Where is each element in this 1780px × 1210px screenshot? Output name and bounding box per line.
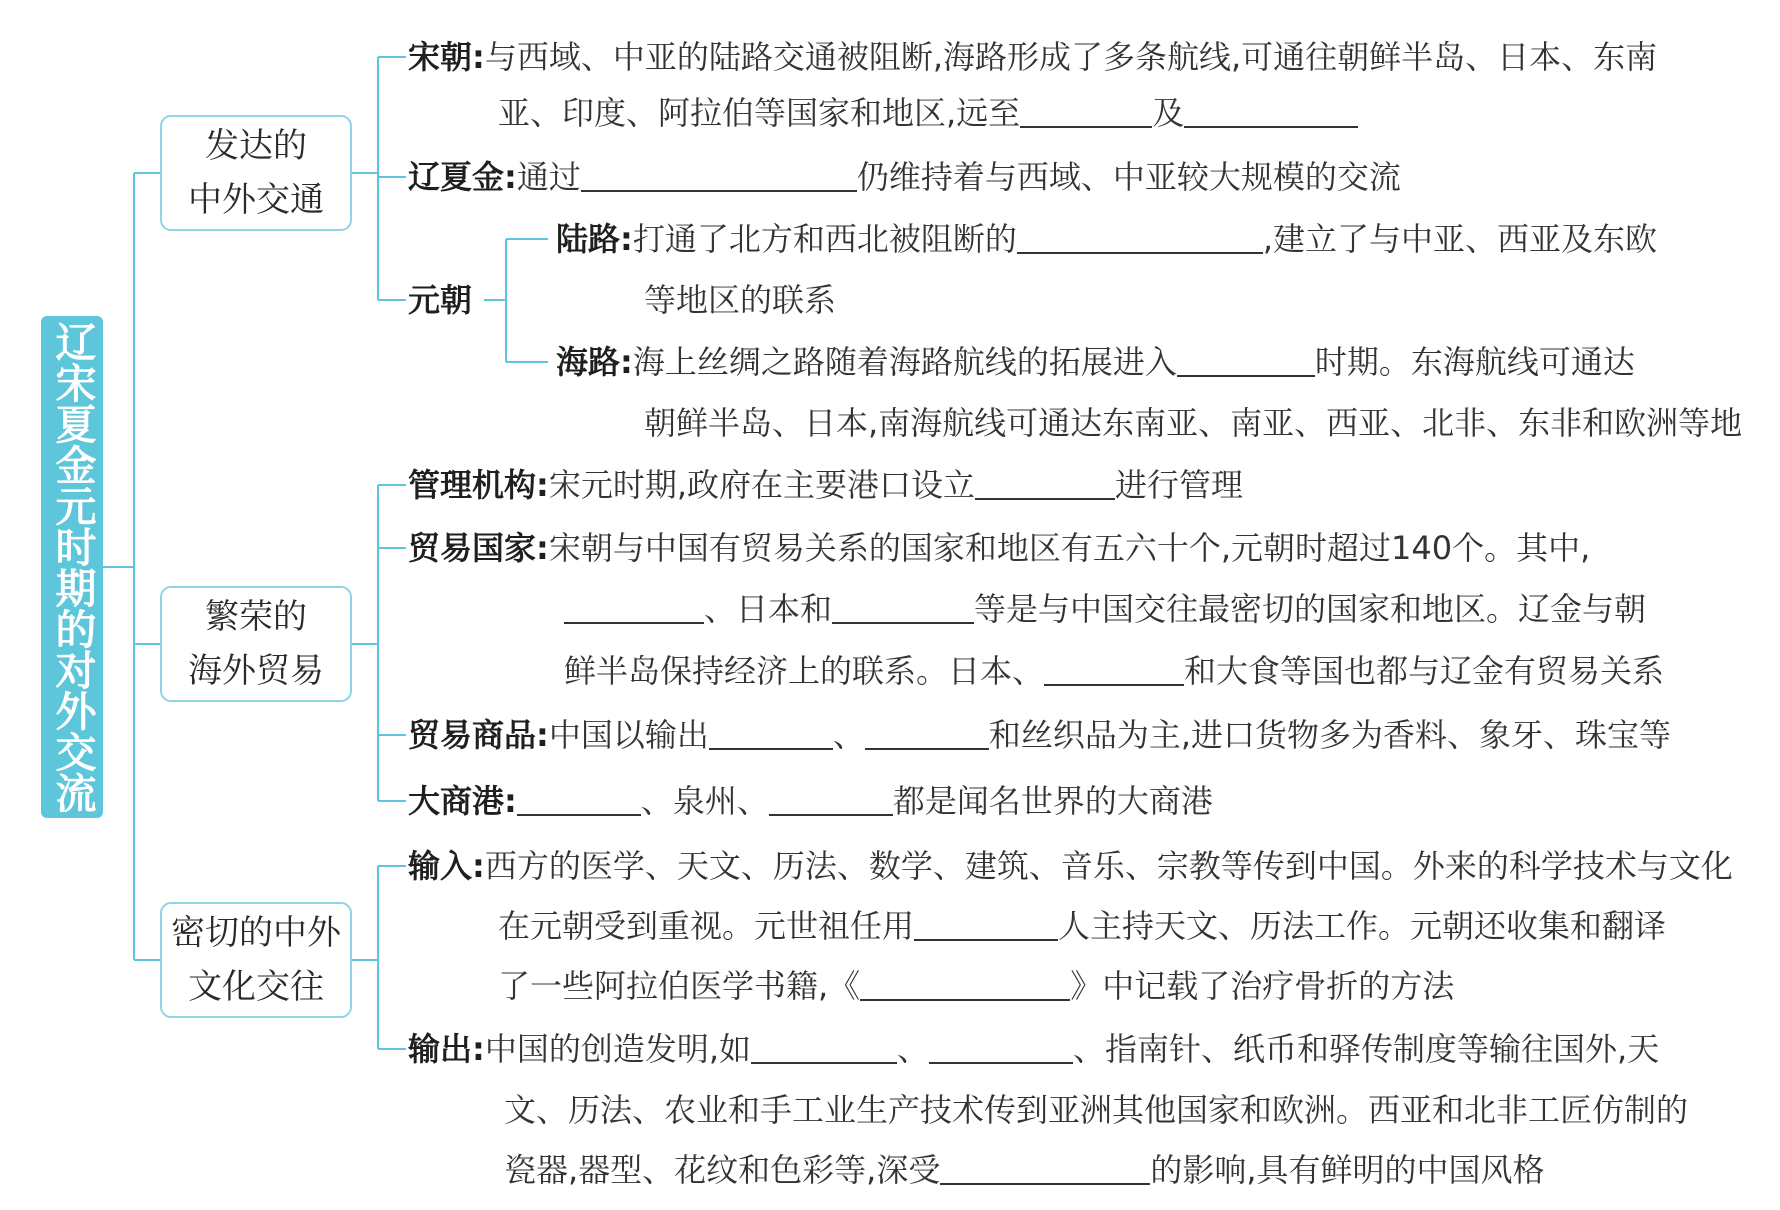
- entry-yuan-land-text-3: 等地区的联系: [644, 281, 837, 319]
- fill-blank: [1020, 96, 1152, 128]
- entry-export-text-5: 瓷器,器型、花纹和色彩等,深受: [504, 1151, 941, 1189]
- entry-export-text-1: 中国的创造发明,如: [484, 1030, 751, 1068]
- entry-import-line3: [498, 956, 1454, 1016]
- entry-trade-goods: [408, 705, 1671, 765]
- entry-management-text-1: 宋元时期,政府在主要港口设立: [548, 466, 975, 504]
- entry-trade-countries-line3: [564, 641, 1664, 701]
- entry-management: [408, 455, 1243, 515]
- entry-import-label: 输入:: [408, 847, 485, 885]
- entry-song-text-2: 亚、印度、阿拉伯等国家和地区,远至: [498, 94, 1021, 132]
- entry-import-line2: [498, 896, 1666, 956]
- entry-song: [408, 27, 1657, 87]
- entry-export-text-4: 文、历法、农业和手工业生产技术传到亚洲其他国家和欧洲。西亚和北非工匠仿制的: [504, 1091, 1689, 1129]
- entry-trade-countries-text-4: 鲜半岛保持经济上的联系。日本、: [564, 652, 1045, 690]
- entry-export-text-6: 的影响,具有鲜明的中国风格: [1150, 1151, 1545, 1189]
- fill-blank: [581, 160, 857, 192]
- entry-trade-countries-text-5: 和大食等国也都与辽金有贸易关系: [1184, 652, 1665, 690]
- branch-transport-line2: 中外交通: [188, 180, 324, 220]
- entry-yuan-sea-line2: [644, 393, 1742, 453]
- entry-trade-goods-label: 贸易商品:: [408, 716, 549, 754]
- entry-yuan: [408, 270, 472, 330]
- fill-blank: [564, 592, 704, 624]
- branch-culture-line2: 文化交往: [188, 967, 324, 1007]
- entry-yuan-sea-text-2: 时期。东海航线可通达: [1314, 343, 1635, 381]
- fill-blank: [709, 718, 833, 750]
- entry-import-text-5: 》中记载了治疗骨折的方法: [1070, 967, 1455, 1005]
- entry-yuan-land-line2: [644, 270, 836, 330]
- entry-trade-countries-text-3: 等是与中国交往最密切的国家和地区。辽金与朝: [974, 590, 1647, 628]
- entry-import-text-2: 在元朝受到重视。元世祖任用: [498, 907, 915, 945]
- entry-liaoxiajin-text-2: 仍维持着与西域、中亚较大规模的交流: [856, 158, 1401, 196]
- entry-ports-text-2: 都是闻名世界的大商港: [892, 782, 1213, 820]
- entry-yuan-sea-text-3: 朝鲜半岛、日本,南海航线可通达东南亚、南亚、西亚、北非、东非和欧洲等地: [644, 404, 1743, 442]
- entry-song-text-1: 与西域、中亚的陆路交通被阻断,海路形成了多条航线,可通往朝鲜半岛、日本、东南: [484, 38, 1658, 76]
- entry-trade-goods-text-2: 、: [832, 716, 865, 754]
- fill-blank: [929, 1032, 1073, 1064]
- fill-blank: [832, 592, 974, 624]
- fill-blank: [751, 1032, 897, 1064]
- entry-import-text-3: 人主持天文、历法工作。元朝还收集和翻译: [1058, 907, 1667, 945]
- entry-ports-text-1: 、泉州、: [640, 782, 769, 820]
- entry-trade-countries-text-2: 、日本和: [704, 590, 833, 628]
- entry-trade-goods-text-1: 中国以输出: [548, 716, 709, 754]
- branch-trade-line2: 海外贸易: [188, 651, 324, 691]
- entry-management-label: 管理机构:: [408, 466, 549, 504]
- entry-import: [408, 836, 1733, 896]
- branch-culture: [160, 902, 352, 1018]
- entry-trade-countries-line2: [564, 579, 1646, 639]
- entry-trade-countries-text-1: 宋朝与中国有贸易关系的国家和地区有五六十个,元朝时超过140个。其中,: [548, 529, 1591, 567]
- entry-ports: [408, 771, 1213, 831]
- root-title: 辽宋夏金元时期的对外交流: [41, 316, 103, 818]
- entry-yuan-land: [556, 209, 1657, 269]
- entry-import-text-1: 西方的医学、天文、历法、数学、建筑、音乐、宗教等传到中国。外来的科学技术与文化: [484, 847, 1733, 885]
- fill-blank: [1184, 96, 1358, 128]
- entry-yuan-sea-label: 海路:: [556, 343, 633, 381]
- entry-yuan-land-label: 陆路:: [556, 220, 633, 258]
- fill-blank: [1044, 654, 1184, 686]
- fill-blank: [769, 784, 893, 816]
- fill-blank: [1017, 222, 1263, 254]
- fill-blank: [865, 718, 989, 750]
- fill-blank: [975, 468, 1115, 500]
- entry-export-label: 输出:: [408, 1030, 485, 1068]
- entry-yuan-sea-text-1: 海上丝绸之路随着海路航线的拓展进入: [632, 343, 1177, 381]
- entry-export: [408, 1019, 1659, 1079]
- entry-yuan-label: 元朝: [408, 281, 473, 319]
- entry-import-text-4: 了一些阿拉伯医学书籍,《: [498, 967, 861, 1005]
- fill-blank: [860, 969, 1070, 1001]
- entry-yuan-land-text-1: 打通了北方和西北被阻断的: [632, 220, 1017, 258]
- entry-ports-label: 大商港:: [408, 782, 517, 820]
- entry-export-line3: [504, 1140, 1545, 1200]
- entry-export-text-2: 、: [897, 1030, 930, 1068]
- entry-song-text-3: 及: [1152, 94, 1185, 132]
- fill-blank: [940, 1153, 1150, 1185]
- entry-management-text-2: 进行管理: [1115, 466, 1244, 504]
- entry-liaoxiajin: [408, 147, 1401, 207]
- entry-export-line2: [504, 1080, 1688, 1140]
- fill-blank: [517, 784, 641, 816]
- fill-blank: [914, 909, 1058, 941]
- branch-trade-line1: 繁荣的: [205, 597, 307, 637]
- entry-yuan-sea: [556, 332, 1635, 392]
- branch-transport: [160, 115, 352, 231]
- entry-export-text-3: 、指南针、纸币和驿传制度等输往国外,天: [1073, 1030, 1660, 1068]
- entry-trade-goods-text-3: 和丝织品为主,进口货物多为香料、象牙、珠宝等: [988, 716, 1672, 754]
- branch-culture-line1: 密切的中外: [171, 913, 341, 953]
- branch-trade: [160, 586, 352, 702]
- entry-song-label: 宋朝:: [408, 38, 485, 76]
- entry-trade-countries-label: 贸易国家:: [408, 529, 549, 567]
- fill-blank: [1177, 345, 1315, 377]
- entry-trade-countries: [408, 518, 1590, 578]
- entry-liaoxiajin-text-1: 通过: [516, 158, 581, 196]
- branch-transport-line1: 发达的: [205, 126, 307, 166]
- entry-song-line2: [498, 83, 1358, 143]
- entry-liaoxiajin-label: 辽夏金:: [408, 158, 517, 196]
- entry-yuan-land-text-2: ,建立了与中亚、西亚及东欧: [1262, 220, 1658, 258]
